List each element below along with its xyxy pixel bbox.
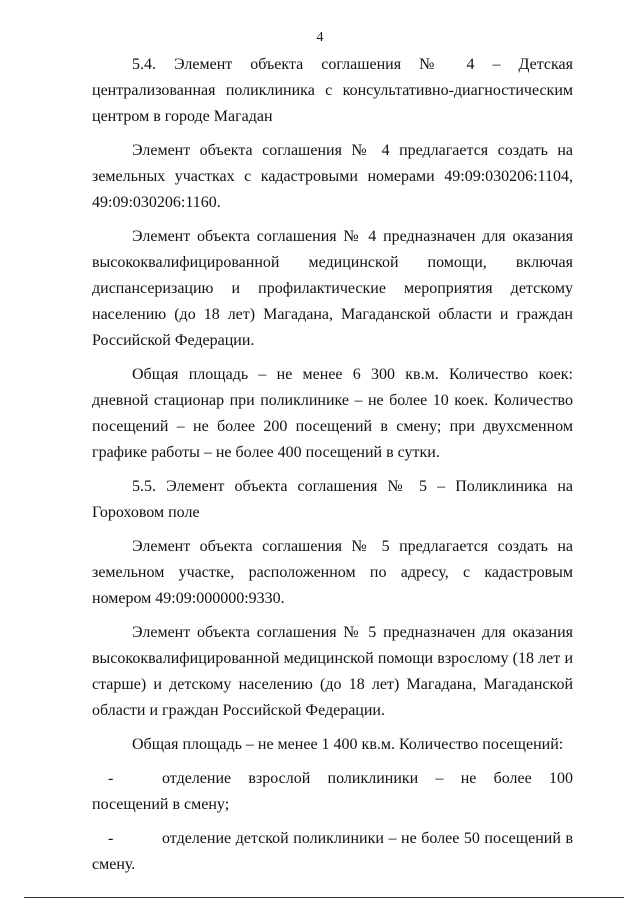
list-dash: - xyxy=(108,770,114,787)
paragraph-purpose-5: Элемент объекта соглашения № 5 предназначен для оказания высококвалифицированной медицинской помощи взрослому (18 лет и старше) и детскому населению (до 18 лет) Магадана, Магаданской области и граждан Российской Федерации. xyxy=(92,624,573,719)
paragraph-capacity-4: Общая площадь – не менее 6 300 кв.м. Количество коек: дневной стационар при поликлинике – не более 10 коек. Количество посещений – не более 200 посещений в смену; при двухсменном графике работы – не более 400 посещений в сутки. xyxy=(92,366,573,461)
page-number: 4 xyxy=(316,30,324,45)
list-item-text: отделение детской поликлиники – не более 50 посещений в смену. xyxy=(92,830,573,873)
paragraph-purpose-4: Элемент объекта соглашения № 4 предназначен для оказания высококвалифицированной медицинской помощи, включая диспансеризацию и профилактические мероприятия детскому населению (до 18 лет) Магадана, Магаданской области и граждан Российской Федерации. xyxy=(92,228,573,349)
document-body xyxy=(92,52,573,886)
section-heading-5-4: 5.4. Элемент объекта соглашения № 4 – Детская централизованная поликлиника с консультативно-диагностическим центром в городе Магадан xyxy=(92,56,573,125)
bottom-divider xyxy=(24,897,624,898)
paragraph-location-4: Элемент объекта соглашения № 4 предлагается создать на земельных участках с кадастровыми номерами 49:09:030206:1104, 49:09:030206:1160. xyxy=(92,142,573,211)
list-item-text: отделение взрослой поликлиники – не более 100 посещений в смену; xyxy=(92,770,573,813)
list-item-adult xyxy=(92,766,573,818)
section-heading-5-5: 5.5. Элемент объекта соглашения № 5 – Поликлиника на Гороховом поле xyxy=(92,478,573,521)
list-dash: - xyxy=(108,830,114,847)
list-item-children xyxy=(92,826,573,878)
paragraph-capacity-5: Общая площадь – не менее 1 400 кв.м. Количество посещений: xyxy=(132,736,564,753)
paragraph-location-5: Элемент объекта соглашения № 5 предлагается создать на земельном участке, расположенном по адресу, с кадастровым номером 49:09:000000:9330. xyxy=(92,538,573,607)
